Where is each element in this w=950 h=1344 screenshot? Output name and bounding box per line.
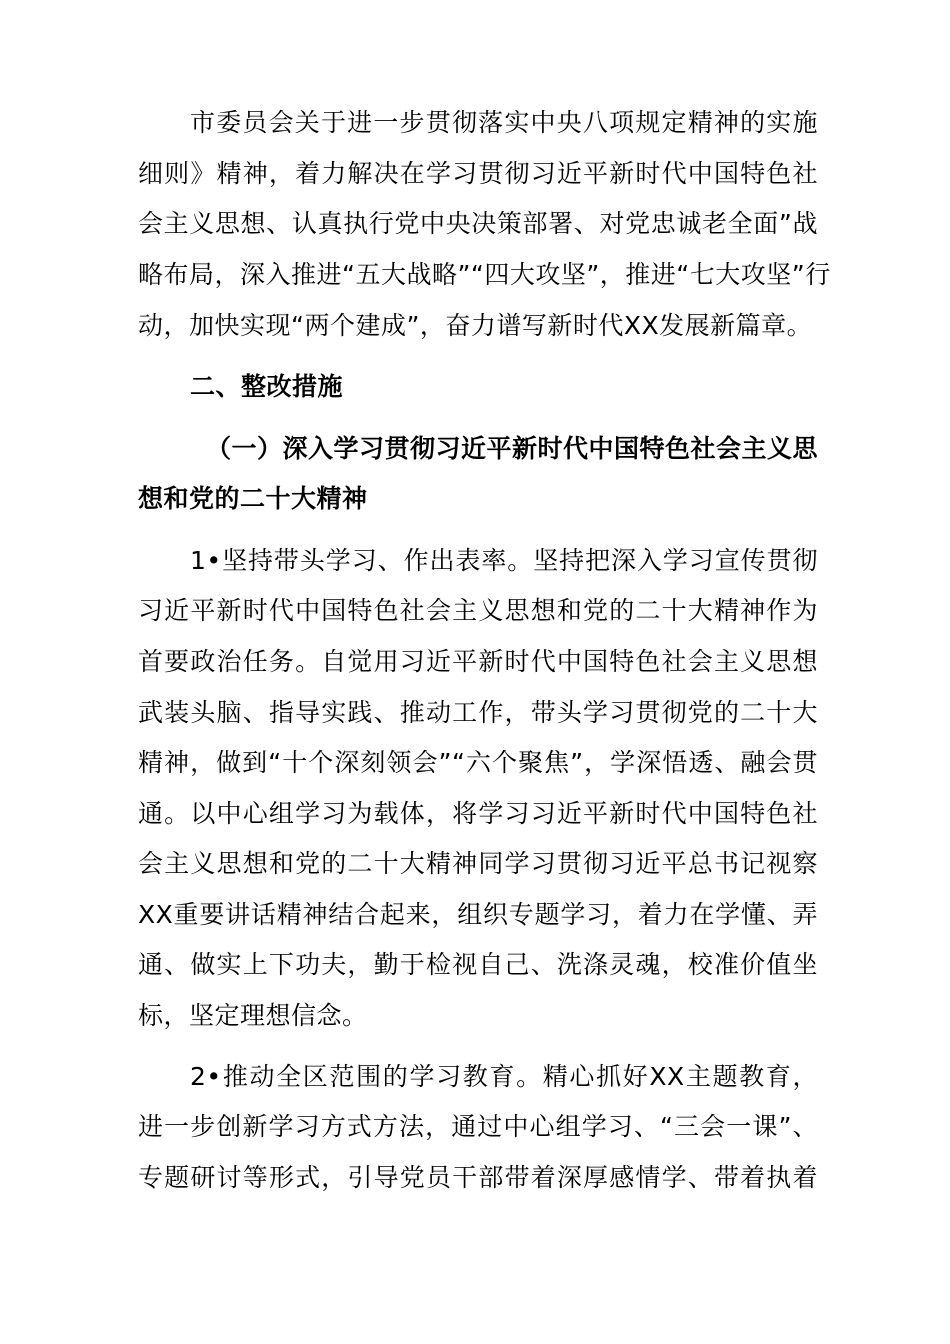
paragraph-line: 进一步创新学习方式方法，通过中心组学习、“三会一课”、	[138, 1112, 818, 1141]
paragraph-line: XX重要讲话精神结合起来，组织专题学习，着力在学懂、弄	[138, 900, 818, 929]
intro-line: 会主义思想、认真执行党中央决策部署、对党忠诚老全面”战	[138, 209, 818, 238]
intro-line: 略布局，深入推进“五大战略”“四大攻坚”，推进“七大攻坚”行	[138, 260, 831, 289]
intro-line: 市委员会关于进一步贯彻落实中央八项规定精神的实施	[190, 108, 818, 137]
paragraph-line: 首要政治任务。自觉用习近平新时代中国特色社会主义思想	[138, 647, 818, 676]
paragraph-line: 精神，做到“十个深刻领会”“六个聚焦”，学深悟透、融会贯	[138, 748, 818, 777]
section-heading: 二、整改措施	[190, 372, 344, 401]
paragraph-line: 2•推动全区范围的学习教育。精心抓好XX主题教育，	[190, 1062, 818, 1091]
paragraph-line: 武装头脑、指导实践、推动工作，带头学习贯彻党的二十大	[138, 698, 818, 727]
paragraph-line: 通、做实上下功夫，勤于检视自己、洗涤灵魂，校准价值坐	[138, 950, 818, 979]
subheading-line: 想和党的二十大精神	[138, 484, 368, 513]
intro-line: 细则》精神，着力解决在学习贯彻习近平新时代中国特色社	[138, 159, 818, 188]
subheading-line: （一）深入学习贯彻习近平新时代中国特色社会主义思	[206, 434, 819, 463]
paragraph-line: 通。以中心组学习为载体，将学习习近平新时代中国特色社	[138, 799, 818, 828]
paragraph-line: 会主义思想和党的二十大精神同学习贯彻习近平总书记视察	[138, 849, 818, 878]
intro-line: 动，加快实现“两个建成”，奋力谱写新时代XX发展新篇章。	[138, 311, 813, 340]
paragraph-line: 1•坚持带头学习、作出表率。坚持把深入学习宣传贯彻	[190, 546, 818, 575]
paragraph-line: 专题研讨等形式，引导党员干部带着深厚感情学、带着执着	[138, 1163, 818, 1192]
paragraph-line: 标，坚定理想信念。	[138, 1001, 368, 1030]
paragraph-line: 习近平新时代中国特色社会主义思想和党的二十大精神作为	[138, 596, 818, 625]
